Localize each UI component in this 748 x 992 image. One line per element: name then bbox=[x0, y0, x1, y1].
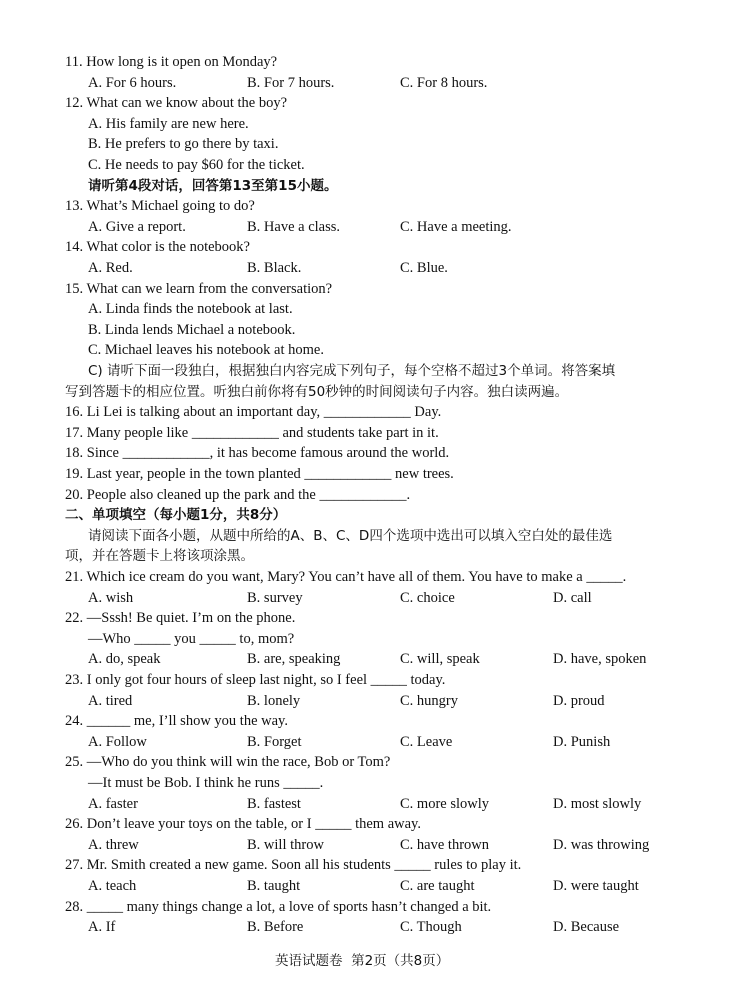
text-line: 26. Don’t leave your toys on the table, or I _____ them away. bbox=[65, 816, 421, 833]
option-a: A. For 6 hours. bbox=[88, 74, 177, 91]
option-a: A. Give a report. bbox=[88, 218, 186, 235]
text-line: 28. _____ many things change a lot, a love of sports hasn’t changed a bit. bbox=[65, 898, 492, 915]
text-line: 请阅读下面各小题，从题中所给的A、B、C、D四个选项中选出可以填入空白处的最佳选 bbox=[88, 527, 613, 544]
option-b: B. will throw bbox=[247, 836, 324, 853]
option-c: C. Blue. bbox=[400, 260, 448, 276]
text-line: 写到答题卡的相应位置。听独白前你将有50秒钟的时间阅读句子内容。独白读两遍。 bbox=[65, 383, 569, 400]
option-a: A. teach bbox=[88, 878, 137, 894]
text-line: 项，并在答题卡上将该项涂黑。 bbox=[65, 548, 254, 565]
option-a: A. wish bbox=[88, 589, 134, 606]
option-a: A. do, speak bbox=[88, 651, 161, 668]
text-line: —Who _____ you _____ to, mom? bbox=[88, 630, 295, 647]
text-line: A. His family are new here. bbox=[88, 115, 249, 132]
option-d: D. Because bbox=[553, 919, 620, 936]
text-line: 11. How long is it open on Monday? bbox=[65, 54, 278, 70]
text-line: 20. People also cleaned up the park and the ____________. bbox=[65, 486, 411, 503]
text-line: 16. Li Lei is talking about an important day, ____________ Day. bbox=[65, 404, 442, 421]
option-b: B. survey bbox=[247, 589, 303, 606]
text-line: C. Michael leaves his notebook at home. bbox=[88, 342, 324, 359]
option-a: A. Red. bbox=[88, 260, 133, 276]
text-line: A. Linda finds the notebook at last. bbox=[88, 301, 293, 318]
text-line: 13. What’s Michael going to do? bbox=[65, 198, 255, 215]
text-line: 二、单项填空（每小题1分，共8分） bbox=[65, 507, 287, 524]
text-line: 27. Mr. Smith created a new game. Soon all his students _____ rules to play it. bbox=[65, 857, 522, 874]
text-line: 21. Which ice cream do you want, Mary? You can’t have all of them. You have to make a _____. bbox=[65, 569, 627, 585]
option-d: D. proud bbox=[553, 692, 605, 709]
text-line: B. He prefers to go there by taxi. bbox=[88, 136, 279, 153]
text-line: 请听第4段对话，回答第13至第15小题。 bbox=[88, 177, 338, 194]
option-c: C. Though bbox=[400, 919, 462, 936]
option-c: C. have thrown bbox=[400, 836, 489, 853]
option-a: A. faster bbox=[88, 795, 138, 812]
option-b: B. Forget bbox=[247, 733, 302, 750]
text-line: B. Linda lends Michael a notebook. bbox=[88, 321, 296, 338]
option-c: C. will, speak bbox=[400, 651, 480, 668]
text-line: 14. What color is the notebook? bbox=[65, 239, 250, 256]
option-c: C. For 8 hours. bbox=[400, 74, 488, 91]
option-a: A. Follow bbox=[88, 733, 147, 750]
option-d: D. call bbox=[553, 589, 592, 606]
option-c: C. Have a meeting. bbox=[400, 218, 512, 235]
text-line: —It must be Bob. I think he runs _____. bbox=[88, 775, 324, 791]
option-b: B. For 7 hours. bbox=[247, 74, 335, 91]
option-a: A. If bbox=[88, 919, 116, 936]
text-line: 18. Since ____________, it has become famous around the world. bbox=[65, 445, 450, 462]
text-line: 25. —Who do you think will win the race, Bob or Tom? bbox=[65, 754, 391, 771]
option-b: B. are, speaking bbox=[247, 651, 341, 668]
option-c: C. choice bbox=[400, 589, 455, 606]
option-c: C. are taught bbox=[400, 878, 475, 894]
text-line: C. He needs to pay $60 for the ticket. bbox=[88, 157, 305, 173]
option-d: D. were taught bbox=[553, 878, 639, 894]
text-line: C) 请听下面一段独白，根据独白内容完成下列句子，每个空格不超过3个单词。将答案填 bbox=[88, 363, 616, 379]
text-line: 17. Many people like ____________ and students take part in it. bbox=[65, 424, 439, 441]
option-d: D. have, spoken bbox=[553, 651, 647, 668]
option-d: D. Punish bbox=[553, 733, 611, 750]
option-b: B. Have a class. bbox=[247, 218, 341, 235]
option-b: B. lonely bbox=[247, 692, 301, 709]
text-line: 15. What can we learn from the conversation? bbox=[65, 280, 333, 297]
option-b: B. Black. bbox=[247, 260, 302, 276]
text-line: 22. —Sssh! Be quiet. I’m on the phone. bbox=[65, 610, 296, 627]
text-line: 24. ______ me, I’ll show you the way. bbox=[65, 713, 288, 730]
option-a: A. tired bbox=[88, 692, 133, 709]
page-footer: 英语试题卷 第2页（共8页） bbox=[275, 953, 450, 969]
option-d: D. was throwing bbox=[553, 836, 650, 853]
text-line: 23. I only got four hours of sleep last night, so I feel _____ today. bbox=[65, 672, 446, 688]
option-b: B. taught bbox=[247, 878, 301, 894]
option-c: C. Leave bbox=[400, 733, 453, 750]
text-line: 19. Last year, people in the town planted ____________ new trees. bbox=[65, 466, 454, 482]
option-c: C. more slowly bbox=[400, 795, 490, 812]
option-b: B. fastest bbox=[247, 795, 301, 812]
option-a: A. threw bbox=[88, 836, 139, 853]
option-c: C. hungry bbox=[400, 692, 458, 709]
option-d: D. most slowly bbox=[553, 795, 642, 812]
text-line: 12. What can we know about the boy? bbox=[65, 95, 288, 112]
option-b: B. Before bbox=[247, 919, 304, 936]
